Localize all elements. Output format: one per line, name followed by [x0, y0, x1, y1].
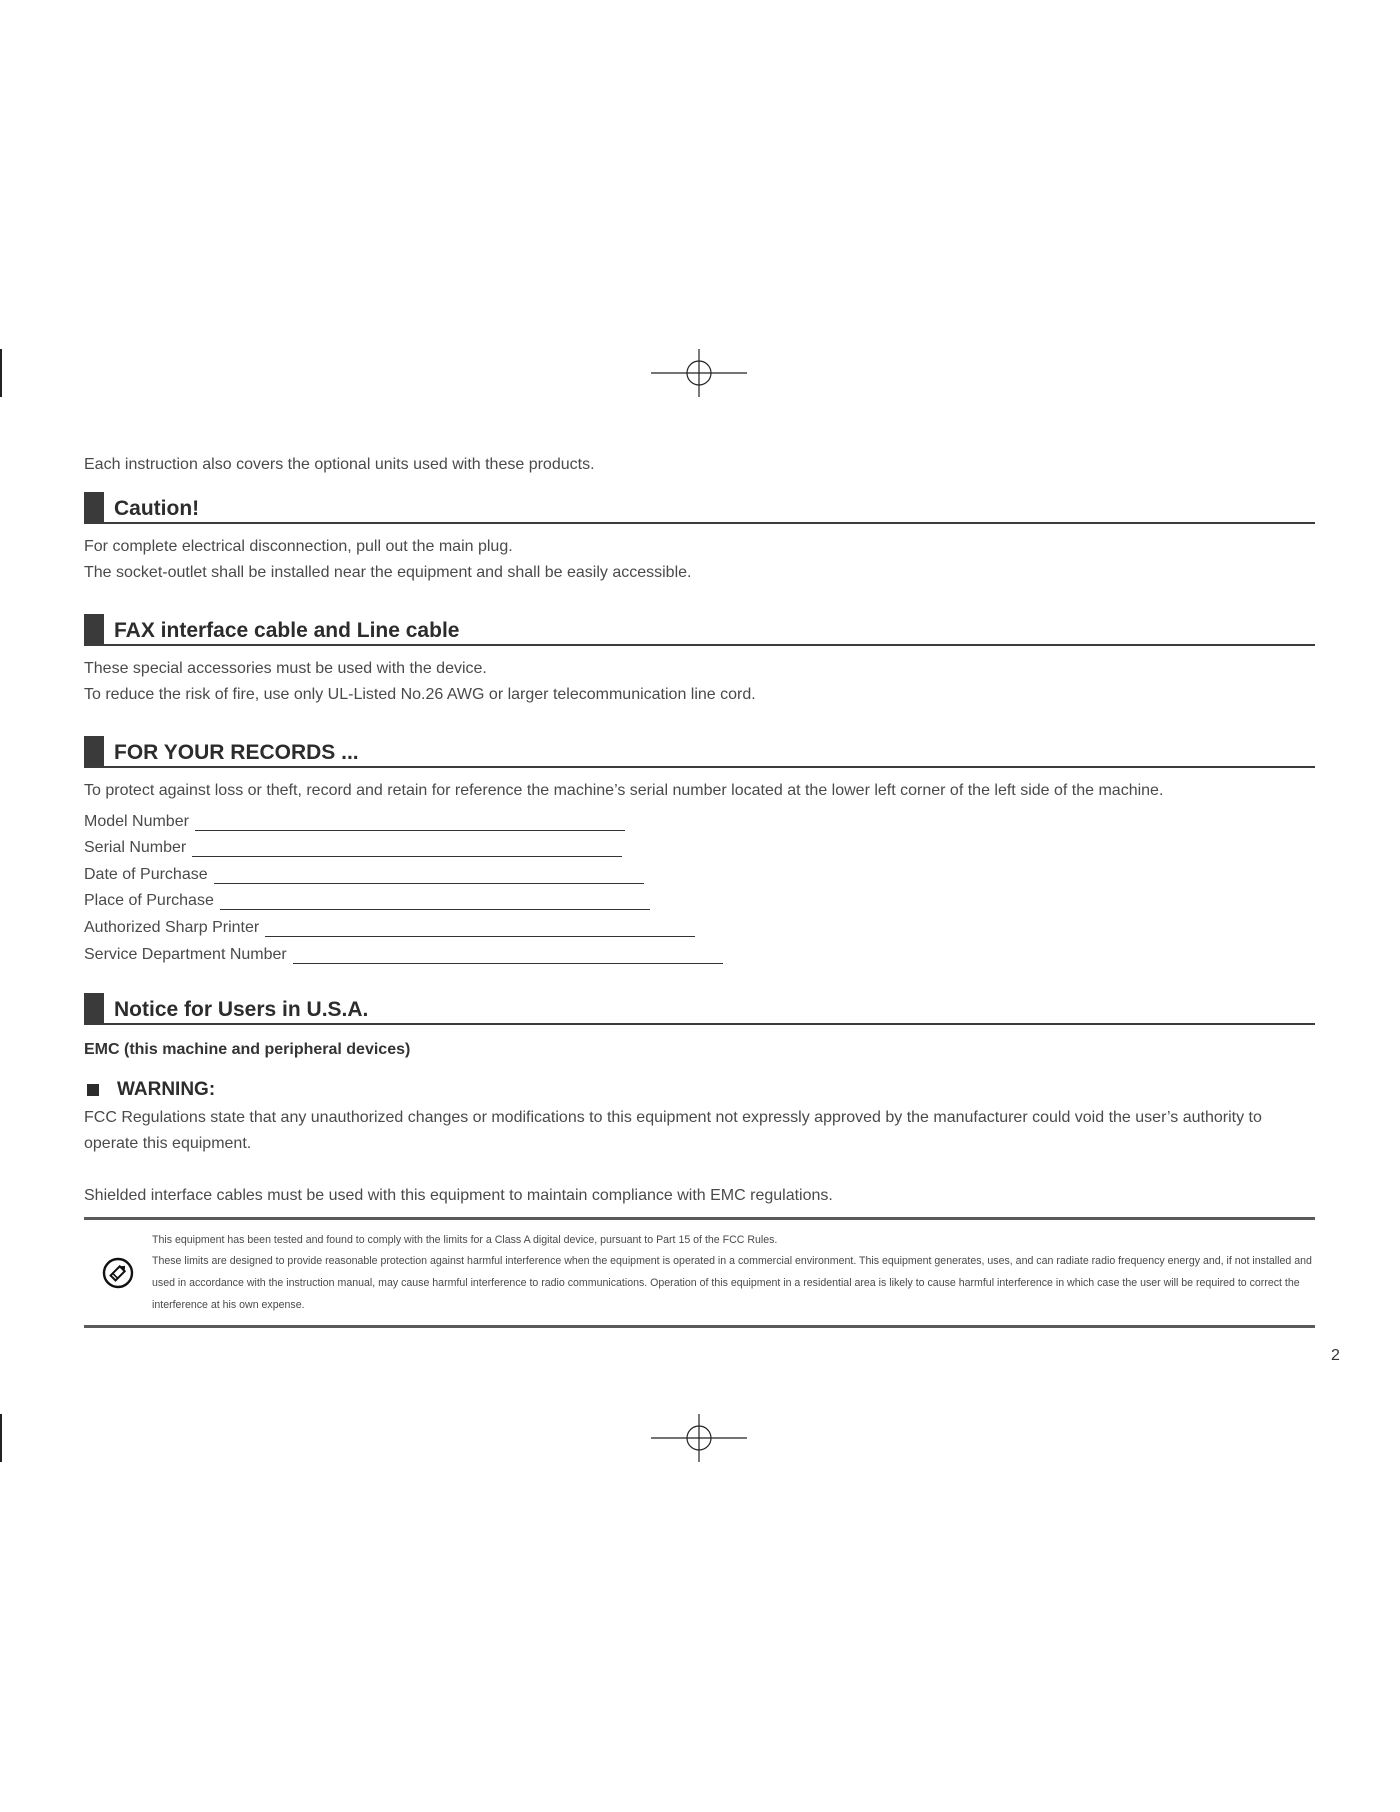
heading-bar — [84, 492, 104, 522]
fcc-note-box — [84, 1217, 1315, 1328]
record-field-label: Date of Purchase — [84, 865, 208, 883]
record-field-service-department-number — [84, 937, 1315, 964]
caution-heading — [84, 490, 1315, 524]
record-field-label: Place of Purchase — [84, 892, 214, 910]
emc-title: EMC (this machine and peripheral devices) — [84, 1040, 411, 1058]
fax-heading — [84, 612, 1315, 646]
record-blank-line — [195, 816, 625, 831]
shielded-cables-text: Shielded interface cables must be used with this equipment to maintain compliance with EMC regulations. — [84, 1186, 833, 1204]
record-field-label: Serial Number — [84, 839, 187, 857]
fax-line-2: To reduce the risk of fire, use only UL-Listed No.26 AWG or larger telecommunication line cord. — [84, 686, 756, 703]
warning-text: FCC Regulations state that any unauthorized changes or modifications to this equipment not expressly approved by the manufacturer could void the user’s authority to operate this equipment. — [84, 1108, 1262, 1152]
page-number: 2 — [1331, 1347, 1340, 1364]
record-blank-line — [192, 842, 622, 857]
record-field-label: Model Number — [84, 812, 189, 830]
fcc-note-text — [152, 1230, 1315, 1317]
edge-crop-mark-top — [0, 349, 2, 397]
fax-line-1: These special accessories must be used with the device. — [84, 660, 487, 677]
warning-label: WARNING: — [117, 1078, 216, 1100]
usa-notice-heading-text: Notice for Users in U.S.A. — [114, 997, 369, 1021]
record-field-place-of-purchase — [84, 884, 1315, 911]
page-content — [84, 452, 1315, 1328]
record-field-date-of-purchase — [84, 857, 1315, 884]
edge-crop-mark-bottom — [0, 1414, 2, 1462]
note-line-2: These limits are designed to provide reasonable protection against harmful interference when the equipment is operated in a commercial environment. This equipment generates, uses, and can radiate radio frequency energy and, if not installed and used in accordance with the instruction manual, may cause harmful interference to radio communications. Operation of this equipment in a residential area is likely to cause harmful interference in which case the user will be required to correct the interference at his own expense. — [152, 1255, 1312, 1311]
square-bullet-icon — [87, 1084, 99, 1096]
record-field-authorized-printer — [84, 910, 1315, 937]
caution-body — [84, 534, 1315, 586]
caution-line-1: For complete electrical disconnection, pull out the main plug. — [84, 538, 513, 555]
fax-body — [84, 656, 1315, 708]
note-line-1: This equipment has been tested and found to comply with the limits for a Class A digital device, pursuant to Part 15 of the FCC Rules. — [152, 1233, 778, 1246]
caution-heading-text: Caution! — [114, 497, 200, 520]
records-heading — [84, 734, 1315, 768]
record-field-model-number — [84, 804, 1315, 831]
record-field-serial-number — [84, 831, 1315, 858]
record-field-label: Authorized Sharp Printer — [84, 918, 260, 936]
registration-mark-bottom-icon — [651, 1414, 747, 1462]
note-icon-wrap — [84, 1257, 152, 1289]
records-body — [84, 778, 1315, 964]
warning-heading — [84, 1077, 1315, 1103]
records-heading-text: FOR YOUR RECORDS ... — [114, 741, 359, 764]
intro-text: Each instruction also covers the optional units used with these products. — [84, 456, 595, 473]
record-blank-line — [265, 922, 695, 937]
caution-line-2: The socket-outlet shall be installed near the equipment and shall be easily accessible. — [84, 564, 692, 581]
record-blank-line — [220, 895, 650, 910]
usa-notice-heading — [84, 991, 1315, 1025]
heading-bar — [84, 736, 104, 766]
heading-bar — [84, 993, 104, 1023]
heading-bar — [84, 614, 104, 644]
registration-mark-top-icon — [651, 349, 747, 397]
record-blank-line — [293, 949, 723, 964]
record-field-label: Service Department Number — [84, 945, 287, 963]
pencil-note-icon — [102, 1257, 134, 1289]
record-blank-line — [214, 869, 644, 884]
fax-heading-text: FAX interface cable and Line cable — [114, 619, 460, 642]
records-intro: To protect against loss or theft, record and retain for reference the machine’s serial number located at the lower left corner of the left side of the machine. — [84, 782, 1164, 799]
